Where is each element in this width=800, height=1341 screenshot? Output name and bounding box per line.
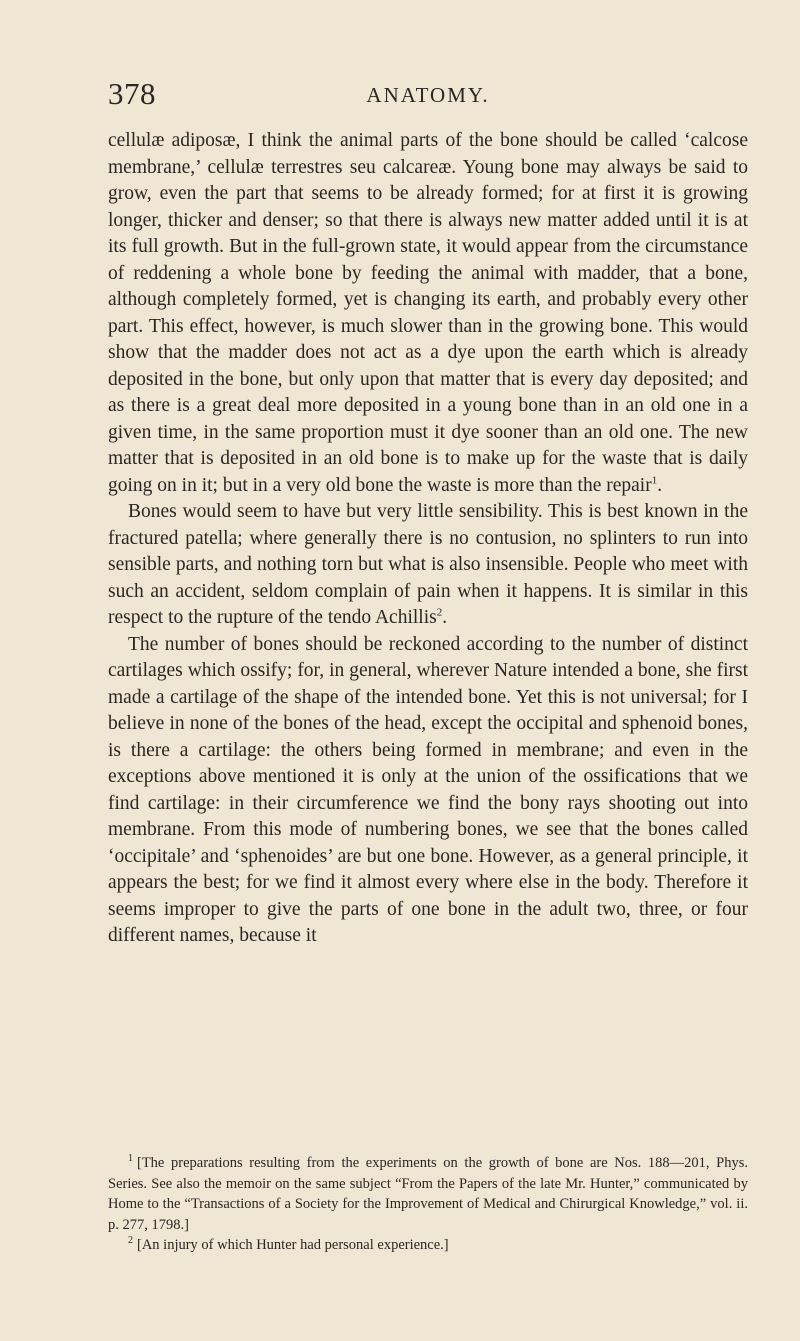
running-title: ANATOMY. [366,83,490,107]
running-head [108,76,748,112]
body-text [108,128,748,950]
footnote [108,1153,748,1235]
footnote [108,1235,748,1256]
paragraph-text: Bones would seem to have but very little sensibility. This is best known in the fractured patella; where generally there is no contusion, no splinters to run into sensible parts, and nothing torn but what is also insensible. People who meet with such an accident, seldom complain of pain when it happens. It is similar in this respect to the rupture of the tendo Achillis [108,501,748,628]
page-number: 378 [108,76,156,111]
footnotes [108,1153,748,1256]
footnote-mark: 2 [128,1235,133,1247]
footnote-text: [The preparations resulting from the experiments on the growth of bone are Nos. 188—201, Phys. Series. See also the memoir on the same subject “From the Papers of the late Mr. Hunter,” communicated by Home to the “Transactions of a Society for the Improvement of Medical and Chirurgical Knowledge,” vol. ii. p. 277, 1798.] [108,1155,748,1233]
paragraph-tail: . [442,607,448,628]
paragraph-text: cellulæ adiposæ, I think the animal parts of the bone should be called ‘calcose membrane,’ cellulæ terrestres seu calcareæ. Young bone may always be said to grow, even the part that seems to be already formed; for at first it is growing longer, thicker and denser; so that there is always new matter added until it is at its full growth. But in the full-grown state, it would appear from the circumstance of reddening a whole bone by feeding the animal with madder, that a bone, although completely formed, yet is changing its earth, and probably every other part. This effect, however, is much slower than in the growing bone. This would show that the madder does not act as a dye upon the earth which is already deposited in the bone, but only upon that matter that is every day deposited; and as there is a great deal more deposited in a young bone than in an old one in a given time, in the same proportion must it dye sooner than an old one. The new matter that is deposited in an old bone is to make up for the waste that is daily going on in it; but in a very old bone the waste is more than the repair [108,130,748,496]
paragraph [108,632,748,950]
footnote-reference: 2 [436,606,443,619]
footnote-reference: 1 [651,474,658,486]
paragraph [108,128,748,499]
footnote-text: [An injury of which Hunter had personal experience.] [137,1237,449,1253]
paragraph-tail: . [657,474,663,496]
paragraph [108,499,748,632]
footnote-mark: 1 [128,1153,133,1165]
paragraph-text: The number of bones should be reckoned according to the number of distinct cartilages which ossify; for, in general, wherever Nature intended a bone, she first made a cartilage of the shape of the intended bone. Yet this is not universal; for I believe in none of the bones of the head, except the occipital and sphenoid bones, is there a cartilage: the others being formed in membrane; and even in the exceptions above mentioned it is only at the union of the ossifications that we find cartilage: in their circumference we find the bony rays shooting out into membrane. From this mode of numbering bones, we see that the bones called ‘occipitale’ and ‘sphenoides’ are but one bone. However, as a general principle, it appears the best; for we find it almost every where else in the body. Therefore it seems improper to give the parts of one bone in the adult two, three, or four different names, because it [108,633,748,946]
